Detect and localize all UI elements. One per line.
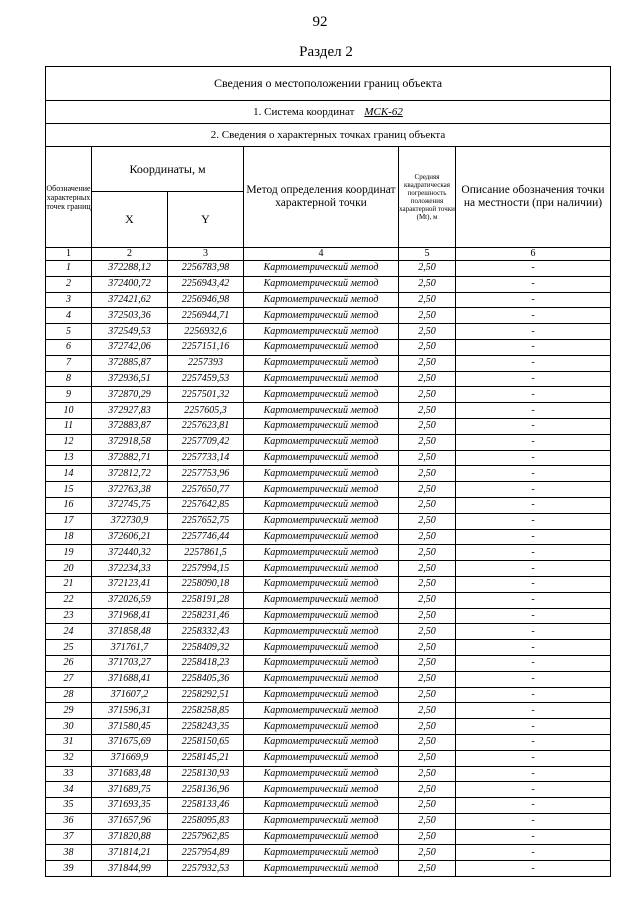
description-cell: - xyxy=(456,529,611,545)
x-coordinate-cell: 371968,41 xyxy=(92,608,168,624)
point-number-cell: 32 xyxy=(46,750,92,766)
method-cell: Картометрический метод xyxy=(244,640,399,656)
x-coordinate-cell: 372883,87 xyxy=(92,418,168,434)
accuracy-cell: 2,50 xyxy=(399,703,456,719)
table-row xyxy=(46,671,611,687)
y-coordinate-cell: 2257151,16 xyxy=(168,339,244,355)
point-number-cell: 2 xyxy=(46,276,92,292)
method-cell: Картометрический метод xyxy=(244,355,399,371)
header-method: Метод определения координат характерной точки xyxy=(244,147,399,248)
point-number-cell: 12 xyxy=(46,434,92,450)
point-number-cell: 7 xyxy=(46,355,92,371)
accuracy-cell: 2,50 xyxy=(399,371,456,387)
column-number: 1 xyxy=(46,248,92,261)
description-cell: - xyxy=(456,719,611,735)
accuracy-cell: 2,50 xyxy=(399,845,456,861)
method-cell: Картометрический метод xyxy=(244,592,399,608)
accuracy-cell: 2,50 xyxy=(399,497,456,513)
y-coordinate-cell: 2256946,98 xyxy=(168,292,244,308)
x-coordinate-cell: 372927,83 xyxy=(92,403,168,419)
accuracy-cell: 2,50 xyxy=(399,813,456,829)
y-coordinate-cell: 2258405,36 xyxy=(168,671,244,687)
accuracy-cell: 2,50 xyxy=(399,308,456,324)
table-row xyxy=(46,450,611,466)
accuracy-cell: 2,50 xyxy=(399,387,456,403)
point-number-cell: 19 xyxy=(46,545,92,561)
header-coordinates: Координаты, м xyxy=(92,147,244,192)
table-row xyxy=(46,371,611,387)
description-cell: - xyxy=(456,308,611,324)
point-number-cell: 25 xyxy=(46,640,92,656)
x-coordinate-cell: 371683,48 xyxy=(92,766,168,782)
table-row xyxy=(46,545,611,561)
point-number-cell: 22 xyxy=(46,592,92,608)
accuracy-cell: 2,50 xyxy=(399,766,456,782)
accuracy-cell: 2,50 xyxy=(399,561,456,577)
y-coordinate-cell: 2258418,23 xyxy=(168,655,244,671)
description-cell: - xyxy=(456,750,611,766)
points-heading: 2. Сведения о характерных точках границ объекта xyxy=(46,124,611,147)
method-cell: Картометрический метод xyxy=(244,766,399,782)
description-cell: - xyxy=(456,371,611,387)
description-cell: - xyxy=(456,608,611,624)
table-row xyxy=(46,734,611,750)
table-row xyxy=(46,576,611,592)
method-cell: Картометрический метод xyxy=(244,339,399,355)
y-coordinate-cell: 2257746,44 xyxy=(168,529,244,545)
table-row xyxy=(46,355,611,371)
method-cell: Картометрический метод xyxy=(244,387,399,403)
x-coordinate-cell: 372742,06 xyxy=(92,339,168,355)
description-cell: - xyxy=(456,561,611,577)
method-cell: Картометрический метод xyxy=(244,813,399,829)
table-row xyxy=(46,292,611,308)
accuracy-cell: 2,50 xyxy=(399,640,456,656)
method-cell: Картометрический метод xyxy=(244,719,399,735)
method-cell: Картометрический метод xyxy=(244,482,399,498)
method-cell: Картометрический метод xyxy=(244,782,399,798)
point-number-cell: 34 xyxy=(46,782,92,798)
accuracy-cell: 2,50 xyxy=(399,861,456,877)
point-number-cell: 9 xyxy=(46,387,92,403)
y-coordinate-cell: 2258136,96 xyxy=(168,782,244,798)
method-cell: Картометрический метод xyxy=(244,798,399,814)
accuracy-cell: 2,50 xyxy=(399,734,456,750)
accuracy-cell: 2,50 xyxy=(399,576,456,592)
description-cell: - xyxy=(456,513,611,529)
point-number-cell: 8 xyxy=(46,371,92,387)
accuracy-cell: 2,50 xyxy=(399,513,456,529)
x-coordinate-cell: 372440,32 xyxy=(92,545,168,561)
method-cell: Картометрический метод xyxy=(244,608,399,624)
table-row xyxy=(46,655,611,671)
coord-system-label: 1. Система координат xyxy=(253,106,355,118)
description-cell: - xyxy=(456,655,611,671)
table-row xyxy=(46,782,611,798)
method-cell: Картометрический метод xyxy=(244,497,399,513)
column-number: 2 xyxy=(92,248,168,261)
y-coordinate-cell: 2258191,28 xyxy=(168,592,244,608)
x-coordinate-cell: 371669,9 xyxy=(92,750,168,766)
description-cell: - xyxy=(456,782,611,798)
description-cell: - xyxy=(456,387,611,403)
description-cell: - xyxy=(456,482,611,498)
x-coordinate-cell: 371675,69 xyxy=(92,734,168,750)
column-number: 4 xyxy=(244,248,399,261)
point-number-cell: 28 xyxy=(46,687,92,703)
point-number-cell: 35 xyxy=(46,798,92,814)
description-cell: - xyxy=(456,861,611,877)
point-number-cell: 21 xyxy=(46,576,92,592)
accuracy-cell: 2,50 xyxy=(399,829,456,845)
description-cell: - xyxy=(456,418,611,434)
method-cell: Картометрический метод xyxy=(244,576,399,592)
y-coordinate-cell: 2257623,81 xyxy=(168,418,244,434)
accuracy-cell: 2,50 xyxy=(399,482,456,498)
x-coordinate-cell: 371693,35 xyxy=(92,798,168,814)
table-row xyxy=(46,339,611,355)
y-coordinate-cell: 2258231,46 xyxy=(168,608,244,624)
accuracy-cell: 2,50 xyxy=(399,529,456,545)
point-number-cell: 29 xyxy=(46,703,92,719)
x-coordinate-cell: 372400,72 xyxy=(92,276,168,292)
description-cell: - xyxy=(456,276,611,292)
description-cell: - xyxy=(456,339,611,355)
accuracy-cell: 2,50 xyxy=(399,671,456,687)
column-number: 6 xyxy=(456,248,611,261)
y-coordinate-cell: 2257994,15 xyxy=(168,561,244,577)
x-coordinate-cell: 372745,75 xyxy=(92,497,168,513)
y-coordinate-cell: 2257861,5 xyxy=(168,545,244,561)
y-coordinate-cell: 2258332,43 xyxy=(168,624,244,640)
description-cell: - xyxy=(456,261,611,277)
x-coordinate-cell: 372918,58 xyxy=(92,434,168,450)
description-cell: - xyxy=(456,813,611,829)
table-row xyxy=(46,497,611,513)
point-number-cell: 24 xyxy=(46,624,92,640)
point-number-cell: 39 xyxy=(46,861,92,877)
table-row xyxy=(46,640,611,656)
accuracy-cell: 2,50 xyxy=(399,292,456,308)
description-cell: - xyxy=(456,829,611,845)
accuracy-cell: 2,50 xyxy=(399,276,456,292)
x-coordinate-cell: 371844,99 xyxy=(92,861,168,877)
x-coordinate-cell: 372812,72 xyxy=(92,466,168,482)
section-title: Раздел 2 xyxy=(299,44,353,60)
y-coordinate-cell: 2258133,46 xyxy=(168,798,244,814)
point-number-cell: 18 xyxy=(46,529,92,545)
y-coordinate-cell: 2258095,83 xyxy=(168,813,244,829)
y-coordinate-cell: 2258145,21 xyxy=(168,750,244,766)
accuracy-cell: 2,50 xyxy=(399,545,456,561)
description-cell: - xyxy=(456,466,611,482)
description-cell: - xyxy=(456,671,611,687)
x-coordinate-cell: 371688,41 xyxy=(92,671,168,687)
point-number-cell: 10 xyxy=(46,403,92,419)
method-cell: Картометрический метод xyxy=(244,561,399,577)
method-cell: Картометрический метод xyxy=(244,450,399,466)
y-coordinate-cell: 2258130,93 xyxy=(168,766,244,782)
description-cell: - xyxy=(456,324,611,340)
x-coordinate-cell: 371580,45 xyxy=(92,719,168,735)
accuracy-cell: 2,50 xyxy=(399,355,456,371)
x-coordinate-cell: 372234,33 xyxy=(92,561,168,577)
accuracy-cell: 2,50 xyxy=(399,592,456,608)
table-row xyxy=(46,687,611,703)
point-number-cell: 23 xyxy=(46,608,92,624)
x-coordinate-cell: 372885,87 xyxy=(92,355,168,371)
point-number-cell: 14 xyxy=(46,466,92,482)
y-coordinate-cell: 2258243,35 xyxy=(168,719,244,735)
description-cell: - xyxy=(456,292,611,308)
description-cell: - xyxy=(456,592,611,608)
table-row xyxy=(46,845,611,861)
x-coordinate-cell: 372936,51 xyxy=(92,371,168,387)
x-coordinate-cell: 372288,12 xyxy=(92,261,168,277)
y-coordinate-cell: 2257932,53 xyxy=(168,861,244,877)
coord-system-row xyxy=(46,101,611,124)
method-cell: Картометрический метод xyxy=(244,403,399,419)
x-coordinate-cell: 372549,53 xyxy=(92,324,168,340)
description-cell: - xyxy=(456,355,611,371)
y-coordinate-cell: 2257733,14 xyxy=(168,450,244,466)
y-coordinate-cell: 2257753,96 xyxy=(168,466,244,482)
header-y: Y xyxy=(168,192,244,248)
point-number-cell: 6 xyxy=(46,339,92,355)
point-number-cell: 20 xyxy=(46,561,92,577)
table-row xyxy=(46,418,611,434)
point-number-cell: 4 xyxy=(46,308,92,324)
accuracy-cell: 2,50 xyxy=(399,608,456,624)
accuracy-cell: 2,50 xyxy=(399,798,456,814)
point-number-cell: 30 xyxy=(46,719,92,735)
table-row xyxy=(46,703,611,719)
description-cell: - xyxy=(456,687,611,703)
accuracy-cell: 2,50 xyxy=(399,450,456,466)
x-coordinate-cell: 372026,59 xyxy=(92,592,168,608)
x-coordinate-cell: 371703,27 xyxy=(92,655,168,671)
method-cell: Картометрический метод xyxy=(244,466,399,482)
x-coordinate-cell: 372606,21 xyxy=(92,529,168,545)
method-cell: Картометрический метод xyxy=(244,529,399,545)
method-cell: Картометрический метод xyxy=(244,371,399,387)
method-cell: Картометрический метод xyxy=(244,261,399,277)
table-row xyxy=(46,813,611,829)
x-coordinate-cell: 371820,88 xyxy=(92,829,168,845)
method-cell: Картометрический метод xyxy=(244,276,399,292)
column-number: 3 xyxy=(168,248,244,261)
point-number-cell: 38 xyxy=(46,845,92,861)
table-row xyxy=(46,766,611,782)
x-coordinate-cell: 372730,9 xyxy=(92,513,168,529)
x-coordinate-cell: 371814,21 xyxy=(92,845,168,861)
y-coordinate-cell: 2257459,53 xyxy=(168,371,244,387)
y-coordinate-cell: 2257501,32 xyxy=(168,387,244,403)
table-row xyxy=(46,624,611,640)
table-row xyxy=(46,719,611,735)
x-coordinate-cell: 372870,29 xyxy=(92,387,168,403)
accuracy-cell: 2,50 xyxy=(399,624,456,640)
x-coordinate-cell: 371689,75 xyxy=(92,782,168,798)
table-row xyxy=(46,403,611,419)
description-cell: - xyxy=(456,545,611,561)
description-cell: - xyxy=(456,798,611,814)
method-cell: Картометрический метод xyxy=(244,308,399,324)
y-coordinate-cell: 2258292,51 xyxy=(168,687,244,703)
method-cell: Картометрический метод xyxy=(244,671,399,687)
accuracy-cell: 2,50 xyxy=(399,339,456,355)
x-coordinate-cell: 371657,96 xyxy=(92,813,168,829)
table-row xyxy=(46,529,611,545)
accuracy-cell: 2,50 xyxy=(399,418,456,434)
method-cell: Картометрический метод xyxy=(244,845,399,861)
table-row xyxy=(46,608,611,624)
point-number-cell: 26 xyxy=(46,655,92,671)
point-number-cell: 16 xyxy=(46,497,92,513)
table-row xyxy=(46,592,611,608)
y-coordinate-cell: 2257650,77 xyxy=(168,482,244,498)
table-row xyxy=(46,829,611,845)
y-coordinate-cell: 2257642,85 xyxy=(168,497,244,513)
y-coordinate-cell: 2258150,65 xyxy=(168,734,244,750)
y-coordinate-cell: 2258409,32 xyxy=(168,640,244,656)
method-cell: Картометрический метод xyxy=(244,624,399,640)
method-cell: Картометрический метод xyxy=(244,418,399,434)
header-accuracy: Средняя квадратическая погрешность положения характерной точки (Mt), м xyxy=(399,147,456,248)
accuracy-cell: 2,50 xyxy=(399,434,456,450)
method-cell: Картометрический метод xyxy=(244,687,399,703)
y-coordinate-cell: 2257652,75 xyxy=(168,513,244,529)
method-cell: Картометрический метод xyxy=(244,292,399,308)
description-cell: - xyxy=(456,703,611,719)
table-row xyxy=(46,861,611,877)
y-coordinate-cell: 2257962,85 xyxy=(168,829,244,845)
table-row xyxy=(46,276,611,292)
description-cell: - xyxy=(456,766,611,782)
header-x: X xyxy=(92,192,168,248)
x-coordinate-cell: 372123,41 xyxy=(92,576,168,592)
description-cell: - xyxy=(456,640,611,656)
point-number-cell: 17 xyxy=(46,513,92,529)
point-number-cell: 1 xyxy=(46,261,92,277)
y-coordinate-cell: 2257605,3 xyxy=(168,403,244,419)
accuracy-cell: 2,50 xyxy=(399,750,456,766)
description-cell: - xyxy=(456,576,611,592)
x-coordinate-cell: 372421,62 xyxy=(92,292,168,308)
point-number-cell: 31 xyxy=(46,734,92,750)
table-row xyxy=(46,308,611,324)
table-row xyxy=(46,482,611,498)
method-cell: Картометрический метод xyxy=(244,545,399,561)
page-number: 92 xyxy=(312,14,328,30)
description-cell: - xyxy=(456,450,611,466)
accuracy-cell: 2,50 xyxy=(399,324,456,340)
table-row xyxy=(46,750,611,766)
point-number-cell: 5 xyxy=(46,324,92,340)
point-number-cell: 11 xyxy=(46,418,92,434)
description-cell: - xyxy=(456,434,611,450)
method-cell: Картометрический метод xyxy=(244,513,399,529)
x-coordinate-cell: 371596,31 xyxy=(92,703,168,719)
description-cell: - xyxy=(456,403,611,419)
accuracy-cell: 2,50 xyxy=(399,719,456,735)
x-coordinate-cell: 372763,38 xyxy=(92,482,168,498)
header-point-designation: Обозначение характерных точек границ xyxy=(46,147,92,248)
x-coordinate-cell: 372503,36 xyxy=(92,308,168,324)
point-number-cell: 3 xyxy=(46,292,92,308)
y-coordinate-cell: 2256932,6 xyxy=(168,324,244,340)
y-coordinate-cell: 2257954,89 xyxy=(168,845,244,861)
method-cell: Картометрический метод xyxy=(244,655,399,671)
point-number-cell: 15 xyxy=(46,482,92,498)
point-number-cell: 13 xyxy=(46,450,92,466)
point-number-cell: 27 xyxy=(46,671,92,687)
accuracy-cell: 2,50 xyxy=(399,655,456,671)
description-cell: - xyxy=(456,624,611,640)
coord-system-value: МСК-62 xyxy=(364,106,403,118)
table-row xyxy=(46,798,611,814)
y-coordinate-cell: 2256944,71 xyxy=(168,308,244,324)
method-cell: Картометрический метод xyxy=(244,861,399,877)
method-cell: Картометрический метод xyxy=(244,703,399,719)
accuracy-cell: 2,50 xyxy=(399,782,456,798)
point-number-cell: 36 xyxy=(46,813,92,829)
y-coordinate-cell: 2258090,18 xyxy=(168,576,244,592)
table-row xyxy=(46,387,611,403)
y-coordinate-cell: 2257393 xyxy=(168,355,244,371)
table-row xyxy=(46,513,611,529)
method-cell: Картометрический метод xyxy=(244,750,399,766)
method-cell: Картометрический метод xyxy=(244,829,399,845)
table-row xyxy=(46,466,611,482)
y-coordinate-cell: 2256783,98 xyxy=(168,261,244,277)
x-coordinate-cell: 371858,48 xyxy=(92,624,168,640)
description-cell: - xyxy=(456,845,611,861)
method-cell: Картометрический метод xyxy=(244,324,399,340)
header-description: Описание обозначения точки на местности (при наличии) xyxy=(456,147,611,248)
description-cell: - xyxy=(456,497,611,513)
method-cell: Картометрический метод xyxy=(244,734,399,750)
column-number: 5 xyxy=(399,248,456,261)
y-coordinate-cell: 2256943,42 xyxy=(168,276,244,292)
y-coordinate-cell: 2257709,42 xyxy=(168,434,244,450)
y-coordinate-cell: 2258258,85 xyxy=(168,703,244,719)
table-title: Сведения о местоположении границ объекта xyxy=(46,67,611,101)
table-row xyxy=(46,434,611,450)
x-coordinate-cell: 372882,71 xyxy=(92,450,168,466)
point-number-cell: 33 xyxy=(46,766,92,782)
accuracy-cell: 2,50 xyxy=(399,466,456,482)
x-coordinate-cell: 371761,7 xyxy=(92,640,168,656)
boundary-points-table xyxy=(45,66,611,877)
x-coordinate-cell: 371607,2 xyxy=(92,687,168,703)
table-row xyxy=(46,261,611,277)
accuracy-cell: 2,50 xyxy=(399,261,456,277)
table-row xyxy=(46,561,611,577)
point-number-cell: 37 xyxy=(46,829,92,845)
accuracy-cell: 2,50 xyxy=(399,687,456,703)
table-row xyxy=(46,324,611,340)
description-cell: - xyxy=(456,734,611,750)
method-cell: Картометрический метод xyxy=(244,434,399,450)
accuracy-cell: 2,50 xyxy=(399,403,456,419)
